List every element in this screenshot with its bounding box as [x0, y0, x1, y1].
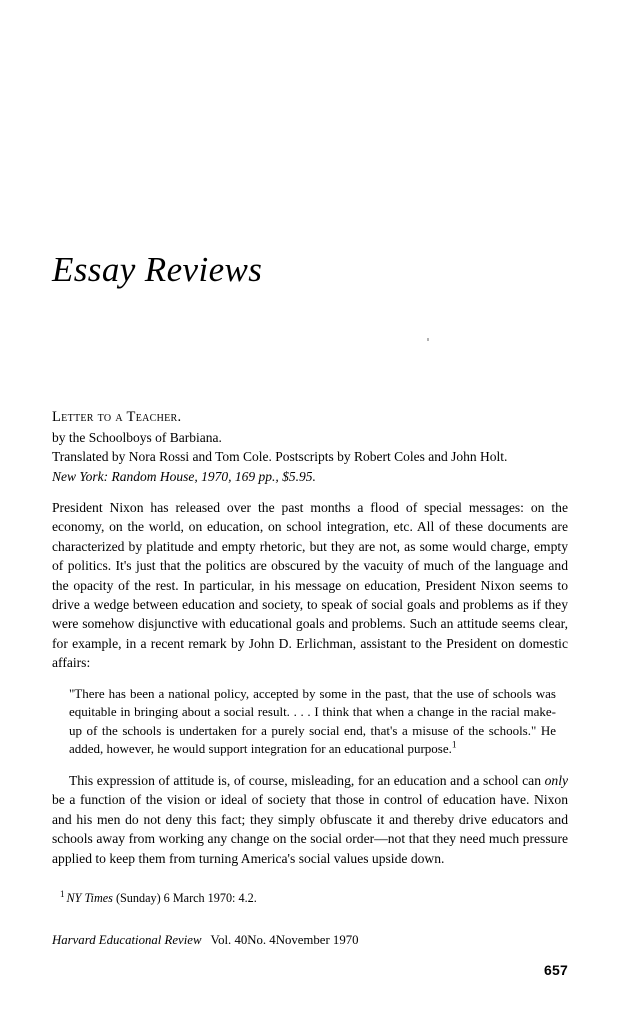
footnote-source-detail: (Sunday) 6 March 1970: 4.2. [112, 891, 257, 906]
body-paragraph-2-part-2: be a function of the vision or ideal of society that those in control of education have. Nixon and his men do not deny this fact; they simply obfuscate it and thereby drive educators and schools away from working any change on the social order—not that they need much pressure applied to keep them from turning America's social values upside down. [52, 792, 568, 866]
footnote [52, 890, 568, 907]
footnote-marker: 1 [60, 889, 65, 899]
page-title: Essay Reviews [52, 250, 263, 290]
body-paragraph-2-emphasis: only [544, 773, 568, 789]
scan-artifact-speck [427, 338, 429, 341]
journal-volume: Vol. 40 [210, 933, 248, 948]
pull-quote [52, 685, 568, 759]
journal-date: November 1970 [275, 933, 359, 948]
citation-publication: New York: Random House, 1970, 169 pp., $5.95. [52, 468, 316, 484]
footnote-reference-marker: 1 [451, 741, 457, 752]
book-citation [52, 408, 568, 486]
body-paragraph-2-part-1: This expression of attitude is, of course, misleading, for an education and a school can [69, 773, 545, 789]
journal-name: Harvard Educational Review [52, 933, 202, 948]
body-paragraph-1: President Nixon has released over the past months a flood of special messages: on the economy, on the world, on education, on school integration, etc. All of these documents are characterized by platitude and empty rhetoric, but they are not, as some would charge, empty of politics. It's just that the politics are obscured by the vacuity of much of the language and the opacity of the rest. In particular, in his message on education, President Nixon seems to drive a wedge between education and society, to speak of social goals and problems as if they were somehow disjunctive with educational goals and problems. Such an attitude seems clear, for example, in a recent remark by John D. Erlichman, assistant to the President on domestic affairs: [52, 500, 568, 671]
page-content [52, 408, 568, 949]
body-paragraph-2 [52, 771, 568, 868]
footnote-source-title: NY Times [66, 891, 113, 906]
journal-number: No. 4 [247, 933, 276, 948]
page-number: 657 [544, 962, 568, 978]
journal-footer [52, 931, 568, 949]
citation-translator: Translated by Nora Rossi and Tom Cole. Postscripts by Robert Coles and John Holt. [52, 449, 508, 464]
citation-author: by the Schoolboys of Barbiana. [52, 429, 222, 445]
pull-quote-text: "There has been a national policy, accepted by some in the past, that the use of schools was equitable in bringing about a social result. . . . I think that when a change in the racial make-up of the schools is undertaken for a purely social end, that's a misuse of the schools." He added, however, he would support integration for an educational purpose. [69, 685, 556, 757]
citation-book-title: Letter to a Teacher. [52, 409, 182, 425]
